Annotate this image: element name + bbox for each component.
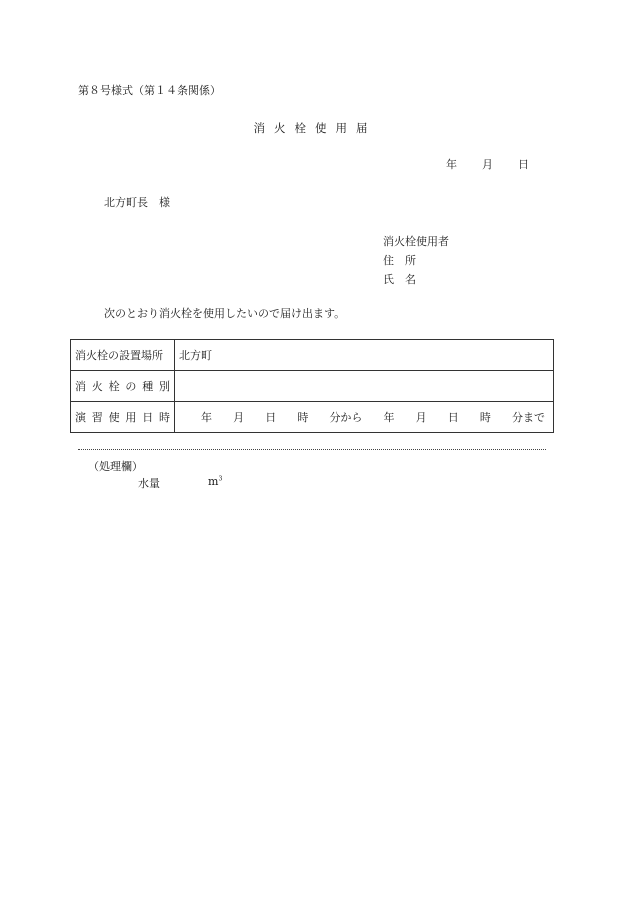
applicant-block [383, 232, 449, 289]
period-label: 時 [297, 411, 309, 424]
unit-superscript: 3 [218, 475, 223, 483]
period-label: 日 [265, 411, 277, 424]
label-char: 時 [158, 411, 170, 424]
processing-heading: （処理欄） [88, 460, 143, 473]
label-char: 用 [125, 411, 137, 424]
table-row [71, 340, 554, 371]
period-label: 年 [383, 411, 395, 424]
applicant-role: 消火栓使用者 [383, 235, 449, 248]
location-value: 北方町 [175, 340, 554, 371]
label-char: 習 [91, 411, 103, 424]
unit-base: m [208, 475, 219, 488]
label-char: 火 [91, 380, 103, 393]
table-row [71, 371, 554, 402]
period-label: 分まで [511, 411, 545, 424]
form-number: 第８号様式（第１４条関係） [78, 84, 221, 97]
drill-datetime-value [175, 402, 554, 433]
cubic-meter-unit [208, 475, 222, 488]
date-month-label: 月 [482, 158, 493, 171]
label-char: 消 [75, 380, 86, 393]
usage-detail-table [70, 339, 554, 433]
period-label: 時 [479, 411, 491, 424]
addressee: 北方町長 様 [104, 196, 170, 209]
drill-datetime-label [71, 402, 175, 433]
date-year-label: 年 [446, 158, 457, 171]
period-label: 月 [415, 411, 427, 424]
address-label: 住 所 [383, 254, 416, 267]
name-label: 氏 名 [383, 273, 416, 286]
label-char: 種 [142, 380, 154, 393]
submission-date [446, 156, 529, 172]
period-label: 分から [329, 411, 363, 424]
intro-text: 次のとおり消火栓を使用したいので届け出ます。 [104, 307, 346, 320]
date-day-label: 日 [518, 158, 529, 171]
period-label: 月 [233, 411, 245, 424]
dotted-separator [78, 449, 546, 450]
label-char: 別 [158, 380, 170, 393]
water-volume-label: 水量 [138, 477, 160, 490]
period-label: 年 [201, 411, 212, 424]
label-char: 演 [75, 411, 86, 424]
location-label: 消火栓の設置場所 [71, 340, 175, 371]
period-label: 日 [447, 411, 459, 424]
hydrant-type-value [175, 371, 554, 402]
label-char: 使 [108, 411, 120, 424]
document-title: 消火栓使用届 [253, 121, 377, 135]
label-char: の [125, 380, 137, 393]
hydrant-type-label [71, 371, 175, 402]
table-row [71, 402, 554, 433]
label-char: 日 [142, 411, 154, 424]
label-char: 栓 [108, 380, 120, 393]
